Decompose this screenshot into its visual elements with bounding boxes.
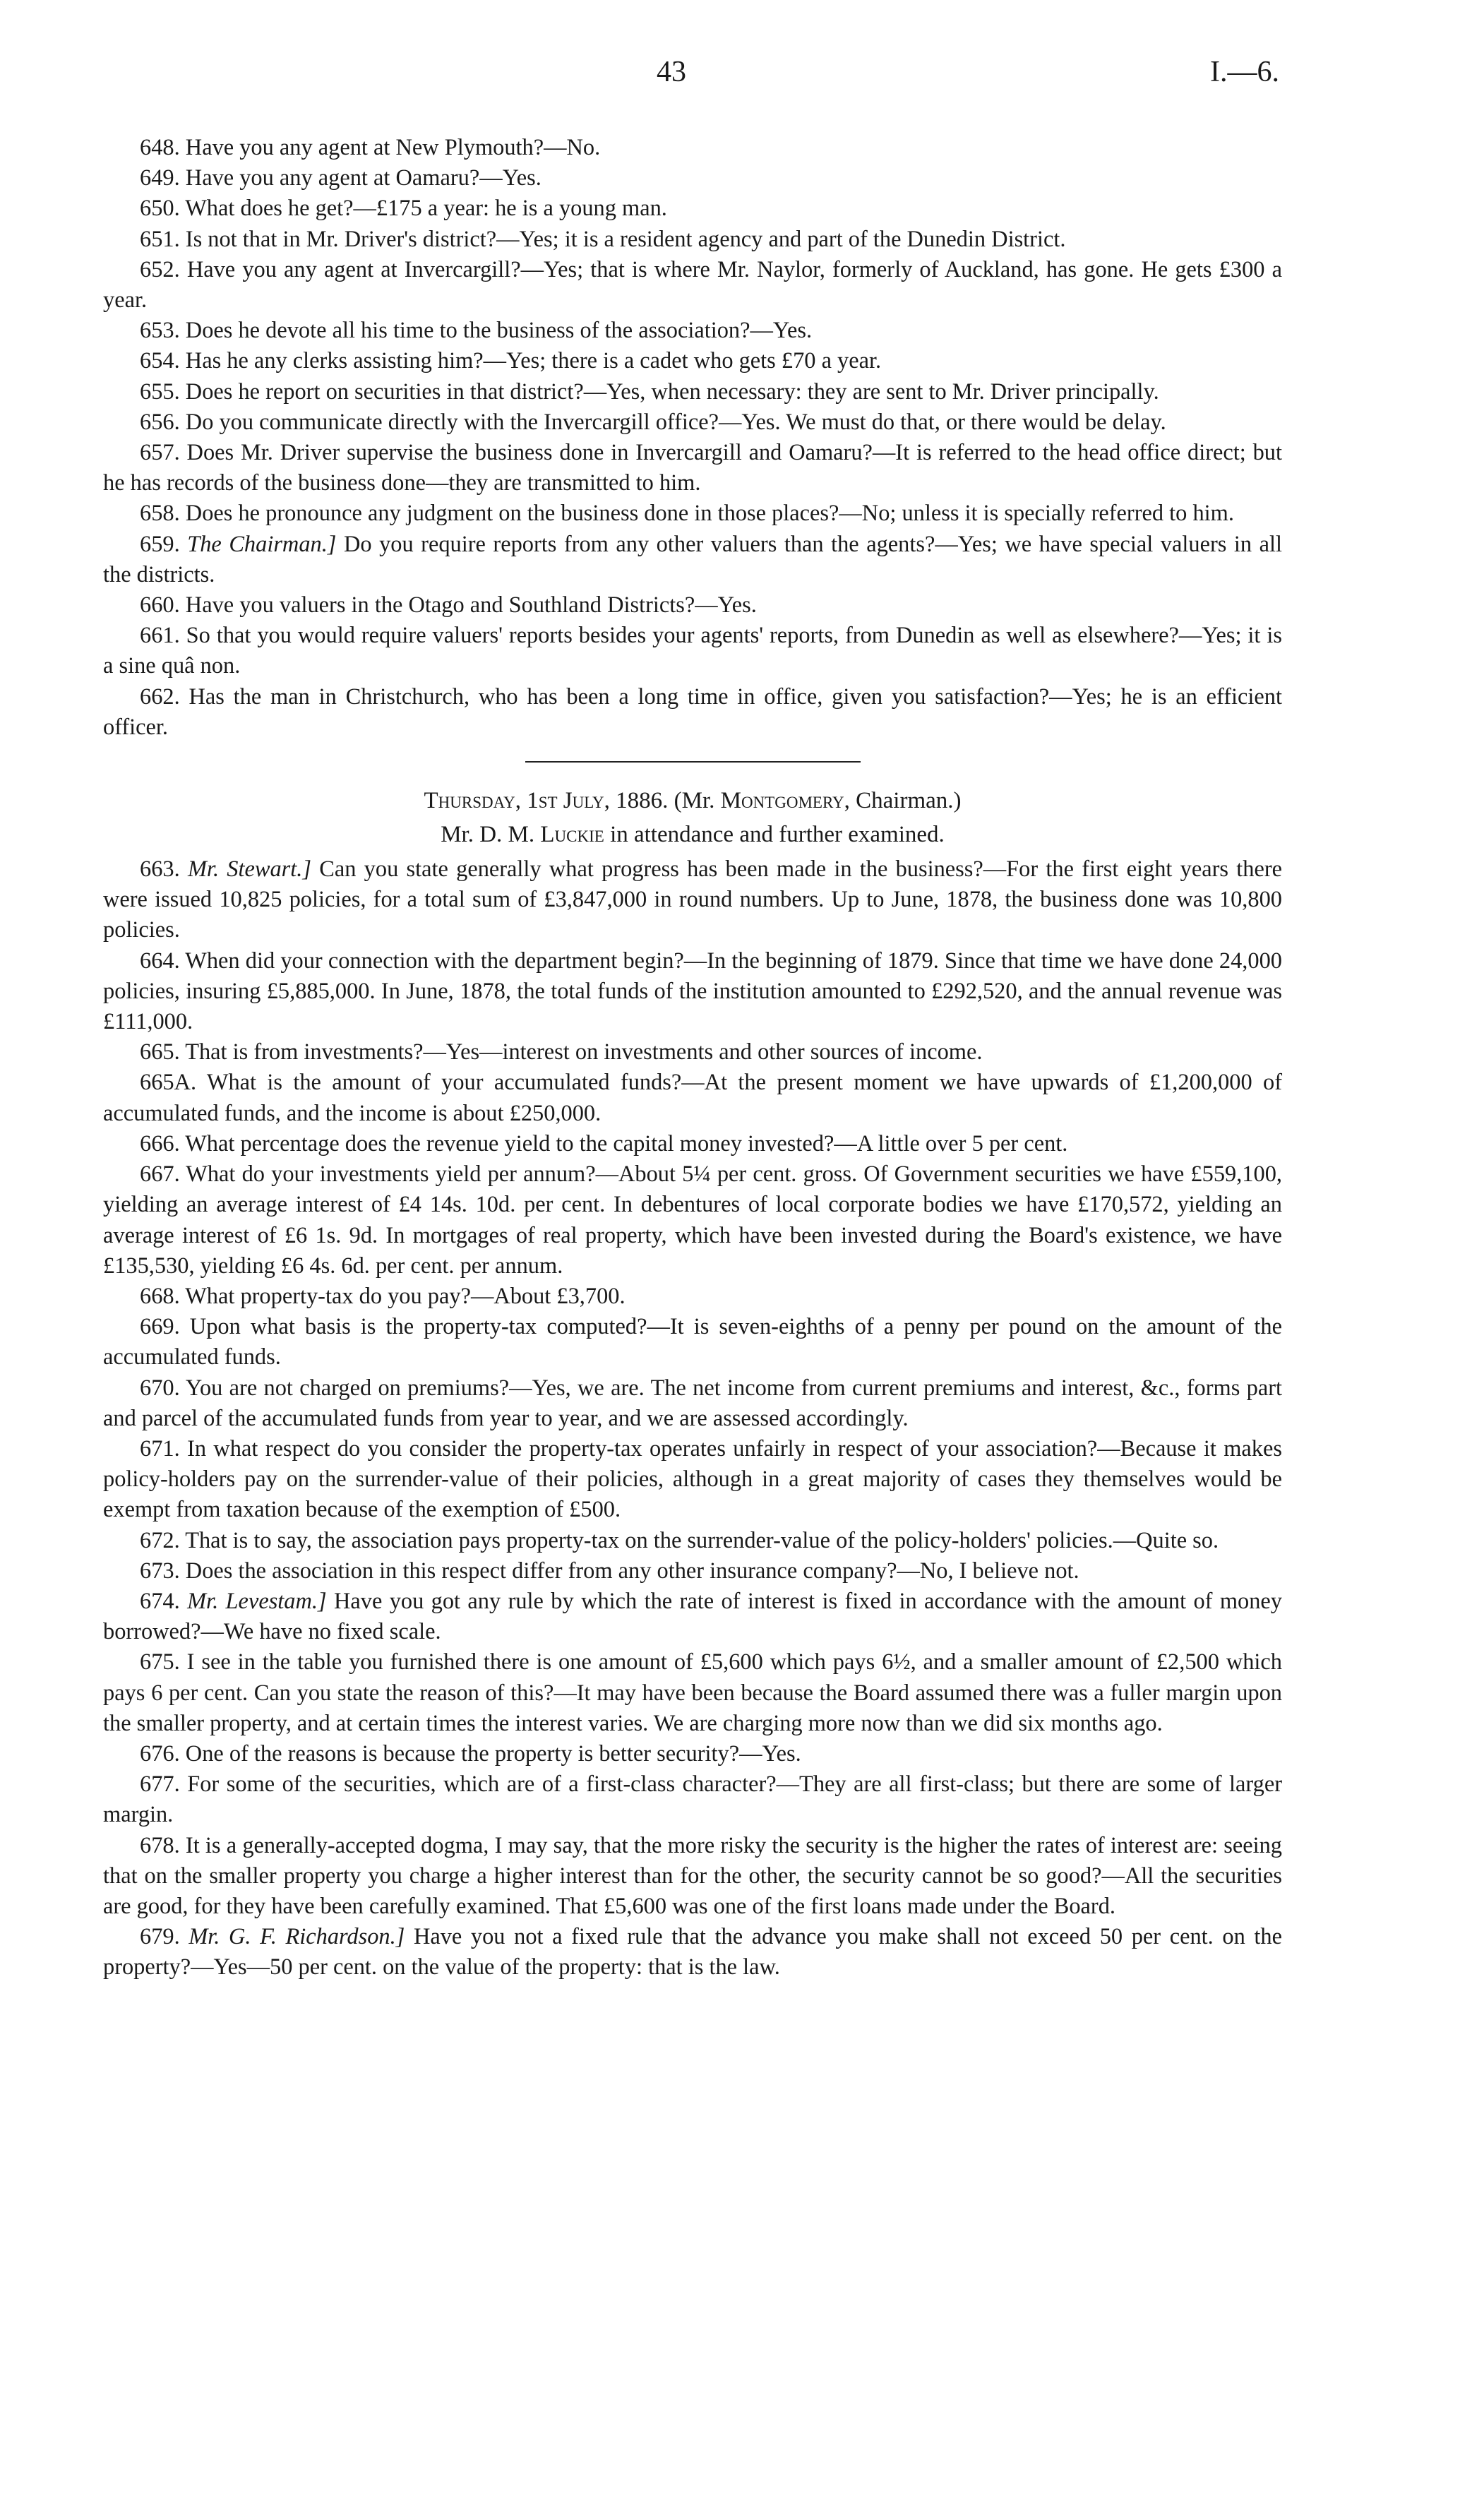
page-number: 43: [657, 56, 686, 88]
session-chair-name: Montgomery: [720, 788, 844, 814]
question-text: Do you communicate directly with the Invercargill office?—Yes. We must do that, or there would be delay.: [185, 409, 1166, 435]
question-text: So that you would require valuers' reports besides your agents' reports, from Dunedin as well as elsewhere?—Yes; it is a sine quâ non.: [103, 623, 1282, 679]
question-paragraph: [103, 193, 1282, 224]
speaker-name: Mr. Stewart.]: [187, 856, 311, 883]
question-text: When did your connection with the department begin?—In the beginning of 1879. Since that time we have done 24,000 policies, insuring £5,885,000. In June, 1878, the total funds of the institution amounted to £292,520, and the annual revenue was £111,000.: [103, 948, 1282, 1035]
page-header: [0, 55, 1484, 97]
question-paragraph: [103, 1739, 1282, 1769]
question-paragraph: [103, 1373, 1282, 1434]
question-text: Have you any agent at New Plymouth?—No.: [185, 135, 601, 160]
question-number: 670.: [140, 1375, 180, 1401]
question-number: 658.: [140, 501, 180, 527]
question-text: What does he get?—£175 a year: he is a young man.: [185, 196, 667, 222]
question-text: What property-tax do you pay?—About £3,700.: [185, 1283, 626, 1309]
question-paragraph: [103, 498, 1282, 529]
question-text: Does the association in this respect differ from any other insurance company?—No, I believe not.: [185, 1558, 1079, 1584]
question-paragraph: [103, 1068, 1282, 1128]
question-paragraph: [103, 621, 1282, 681]
question-number: 675.: [140, 1649, 180, 1675]
question-paragraph: [103, 407, 1282, 438]
witness-suffix: in attendance and further examined.: [610, 822, 945, 848]
question-text: Have you not a fixed rule that the advance you make shall not exceed 50 per cent. on the property?—Yes—50 per cent. on the value of the property: that is the law.: [103, 1924, 1282, 1980]
question-paragraph: [103, 1159, 1282, 1281]
question-paragraph: [103, 1831, 1282, 1923]
question-number: 666.: [140, 1130, 180, 1157]
question-paragraph: [103, 1129, 1282, 1159]
question-number: 665.: [140, 1039, 180, 1065]
question-text: In what respect do you consider the property-tax operates unfairly in respect of your association?—Because it makes policy-holders pay on the surrender-value of their policies, although in a great majority of cases they themselves would be exempt from taxation because of the exemption of £500.: [103, 1435, 1282, 1523]
question-text: Can you state generally what progress has been made in the business?—For the first eight years there were issued 10,825 policies, for a total sum of £3,847,000 in round numbers. Up to June, 1878, the business done was 10,800 policies.: [103, 856, 1282, 943]
question-paragraph: [103, 133, 1282, 163]
question-number: 656.: [140, 409, 180, 435]
session-date: 1st July: [527, 788, 604, 814]
question-paragraph: [103, 346, 1282, 376]
question-text: Does Mr. Driver supervise the business done in Invercargill and Oamaru?—It is referred to the head office direct; but he has records of the business done—they are transmitted to him.: [103, 440, 1282, 496]
question-number: 665A.: [140, 1070, 197, 1096]
question-number: 651.: [140, 226, 180, 252]
question-paragraph: [103, 682, 1282, 743]
question-number: 678.: [140, 1832, 180, 1858]
question-number: 669.: [140, 1314, 180, 1340]
question-number: 679.: [140, 1924, 180, 1950]
question-paragraph: [103, 163, 1282, 193]
question-paragraph: [103, 1281, 1282, 1312]
question-paragraph: [103, 225, 1282, 255]
speaker-name: Mr. Levestam.]: [187, 1588, 327, 1614]
document-reference: I.—6.: [1210, 56, 1279, 88]
question-number: 659.: [140, 531, 180, 557]
question-paragraph: [103, 1037, 1282, 1068]
session-day: Thursday: [424, 788, 515, 814]
question-paragraph: [103, 946, 1282, 1038]
session-year: 1886.: [616, 788, 669, 814]
question-paragraph: [103, 1556, 1282, 1586]
question-paragraph: [103, 1922, 1282, 1983]
session-heading: Thursday, 1st July, 1886. (Mr. Montgomery, Chairman.): [424, 788, 962, 814]
question-paragraph: [103, 530, 1282, 590]
body-text: [103, 133, 1282, 1983]
question-number: 664.: [140, 948, 180, 974]
question-text: That is to say, the association pays property-tax on the surrender-value of the policy-holders' policies.—Quite so.: [185, 1527, 1219, 1553]
question-text: Is not that in Mr. Driver's district?—Yes; it is a resident agency and part of the Dunedin District.: [185, 226, 1066, 252]
question-paragraph: [103, 438, 1282, 498]
question-paragraph: [103, 854, 1282, 946]
question-paragraph: [103, 1434, 1282, 1526]
question-number: 668.: [140, 1283, 180, 1309]
question-text: Have you any agent at Invercargill?—Yes; that is where Mr. Naylor, formerly of Auckland, has gone. He gets £300 a year.: [103, 256, 1282, 313]
speaker-name: Mr. G. F. Richardson.]: [189, 1924, 405, 1950]
session-chair-open: (Mr.: [674, 788, 715, 814]
question-text: Have you valuers in the Otago and Southland Districts?—Yes.: [185, 592, 757, 618]
question-number: 654.: [140, 348, 180, 374]
session-chair-close: , Chairman.): [844, 788, 962, 814]
question-text: I see in the table you furnished there is one amount of £5,600 which pays 6½, and a smaller amount of £2,500 which pays 6 per cent. Can you state the reason of this?—It may have been because the Board assumed there was a fuller margin upon the smaller property, and at certain times the interest varies. We are charging more now than we did six months ago.: [103, 1649, 1282, 1736]
question-text: One of the reasons is because the property is better security?—Yes.: [185, 1740, 801, 1767]
questions-before-section: [103, 133, 1282, 743]
witness-name: Luckie: [540, 822, 604, 848]
question-number: 655.: [140, 378, 180, 405]
question-paragraph: [103, 316, 1282, 346]
question-number: 653.: [140, 318, 180, 344]
question-paragraph: [103, 377, 1282, 407]
question-number: 648.: [140, 135, 180, 160]
question-paragraph: [103, 590, 1282, 621]
question-paragraph: [103, 1647, 1282, 1739]
question-text: What is the amount of your accumulated funds?—At the present moment we have upwards of £1,200,000 of accumulated funds, and the income is about £250,000.: [103, 1070, 1283, 1126]
question-text: That is from investments?—Yes—interest on investments and other sources of income.: [185, 1039, 983, 1065]
question-number: 660.: [140, 592, 180, 618]
question-number: 657.: [140, 440, 180, 466]
question-text: For some of the securities, which are of a first-class character?—They are all first-class; but there are some of larger margin.: [103, 1771, 1282, 1828]
question-text: Does he report on securities in that district?—Yes, when necessary: they are sent to Mr. Driver principally.: [185, 378, 1159, 405]
question-number: 663.: [140, 856, 180, 883]
section-divider: [525, 761, 861, 763]
question-text: Has the man in Christchurch, who has been a long time in office, given you satisfaction?—Yes; he is an efficient officer.: [103, 683, 1282, 740]
question-text: Have you any agent at Oamaru?—Yes.: [185, 165, 541, 191]
question-number: 676.: [140, 1740, 180, 1767]
question-number: 673.: [140, 1558, 180, 1584]
speaker-name: The Chairman.]: [187, 531, 337, 557]
question-number: 674.: [140, 1588, 180, 1614]
questions-after-section: [103, 854, 1282, 1983]
question-text: You are not charged on premiums?—Yes, we are. The net income from current premiums and interest, &c., forms part and parcel of the accumulated funds from year to year, and we are assessed accordingly.: [103, 1375, 1282, 1431]
question-number: 661.: [140, 623, 180, 649]
question-number: 652.: [140, 256, 180, 282]
question-paragraph: [103, 255, 1282, 316]
question-paragraph: [103, 1312, 1282, 1373]
question-text: Has he any clerks assisting him?—Yes; there is a cadet who gets £70 a year.: [185, 348, 882, 374]
question-paragraph: [103, 1526, 1282, 1556]
question-text: Have you got any rule by which the rate of interest is fixed in accordance with the amount of money borrowed?—We have no fixed scale.: [103, 1588, 1282, 1645]
question-text: Does he pronounce any judgment on the business done in those places?—No; unless it is specially referred to him.: [185, 501, 1234, 527]
question-number: 677.: [140, 1771, 180, 1798]
question-paragraph: [103, 1586, 1282, 1647]
question-number: 671.: [140, 1435, 180, 1462]
witness-line: [103, 818, 1282, 851]
question-text: What do your investments yield per annum?—About 5¼ per cent. gross. Of Government securities we have £559,100, yielding an average interest of £4 14s. 10d. per cent. In debentures of local corporate bodies we have £170,572, yielding an average interest of £6 1s. 9d. In mortgages of real property, which have been invested during the Board's existence, we have £135,530, yielding £6 4s. 6d. per cent. per annum.: [103, 1161, 1282, 1279]
question-text: It is a generally-accepted dogma, I may say, that the more risky the security is the higher the rates of interest are: seeing that on the smaller property you charge a higher interest than for the other, the security cannot be so good?—All the securities are good, for they have been carefully examined. That £5,600 was one of the first loans made under the Board.: [103, 1832, 1282, 1919]
question-number: 667.: [140, 1161, 180, 1188]
question-number: 649.: [140, 165, 180, 191]
question-paragraph: [103, 1769, 1282, 1830]
question-text: What percentage does the revenue yield to the capital money invested?—A little over 5 per cent.: [185, 1130, 1068, 1157]
witness-prefix: Mr. D. M.: [441, 822, 535, 848]
question-text: Do you require reports from any other valuers than the agents?—Yes; we have special valuers in all the districts.: [103, 531, 1282, 587]
question-number: 662.: [140, 683, 180, 710]
question-text: Upon what basis is the property-tax computed?—It is seven-eighths of a penny per pound on the amount of the accumulated funds.: [103, 1314, 1283, 1370]
question-text: Does he devote all his time to the business of the association?—Yes.: [185, 318, 813, 344]
question-number: 672.: [140, 1527, 180, 1553]
question-number: 650.: [140, 196, 180, 222]
